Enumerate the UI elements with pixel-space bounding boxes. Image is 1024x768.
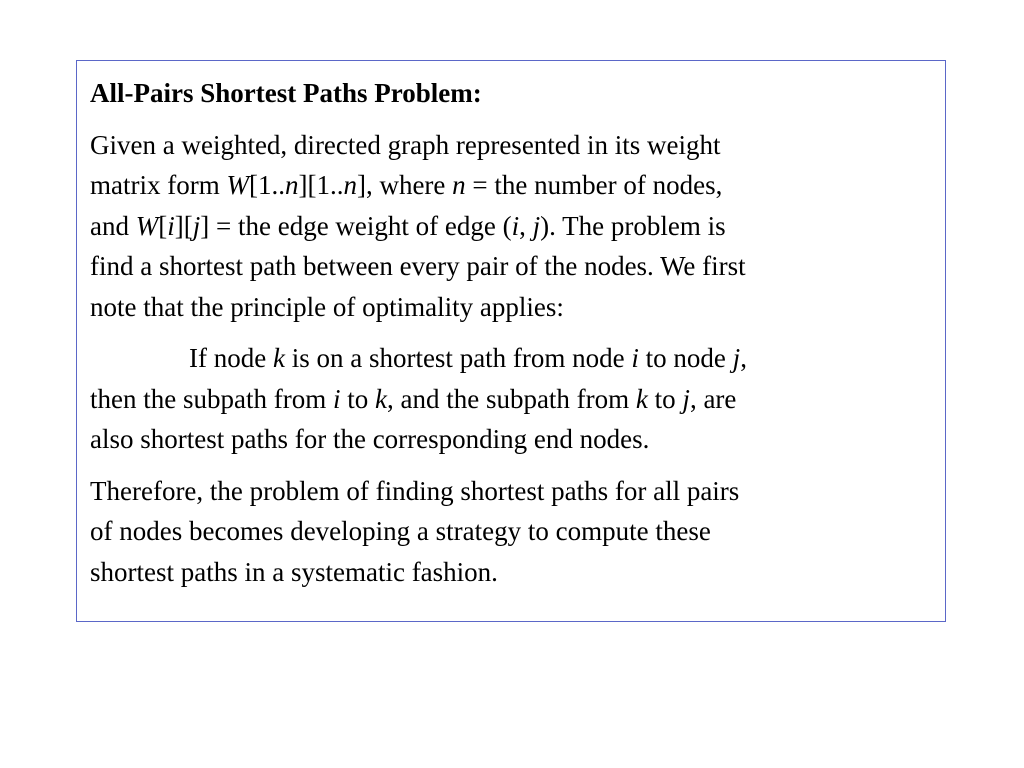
text-line: matrix form W[1..n][1..n], where n = the number of nodes,	[90, 170, 723, 200]
text-box	[76, 60, 946, 622]
text-line: of nodes becomes developing a strategy to compute these	[90, 516, 711, 546]
text-line: and W[i][j] = the edge weight of edge (i, j). The problem is	[90, 210, 726, 241]
text-line: then the subpath from i to k, and the subpath from k to j, are	[90, 383, 737, 414]
text-line: Given a weighted, directed graph represented in its weight	[90, 129, 721, 160]
text-line: If node k is on a shortest path from node i to node j,	[189, 343, 747, 373]
text-line: shortest paths in a systematic fashion.	[90, 556, 498, 587]
text-line: note that the principle of optimality applies:	[90, 291, 564, 322]
optimality-principle-paragraph	[90, 338, 933, 460]
conclusion-paragraph	[90, 471, 933, 593]
text-line: also shortest paths for the corresponding end nodes.	[90, 424, 650, 454]
text-line: Therefore, the problem of finding shortest paths for all pairs	[90, 475, 740, 506]
problem-statement-paragraph	[90, 125, 933, 328]
text-line: find a shortest path between every pair of the nodes. We first	[90, 251, 746, 281]
problem-heading: All-Pairs Shortest Paths Problem:	[90, 78, 482, 108]
